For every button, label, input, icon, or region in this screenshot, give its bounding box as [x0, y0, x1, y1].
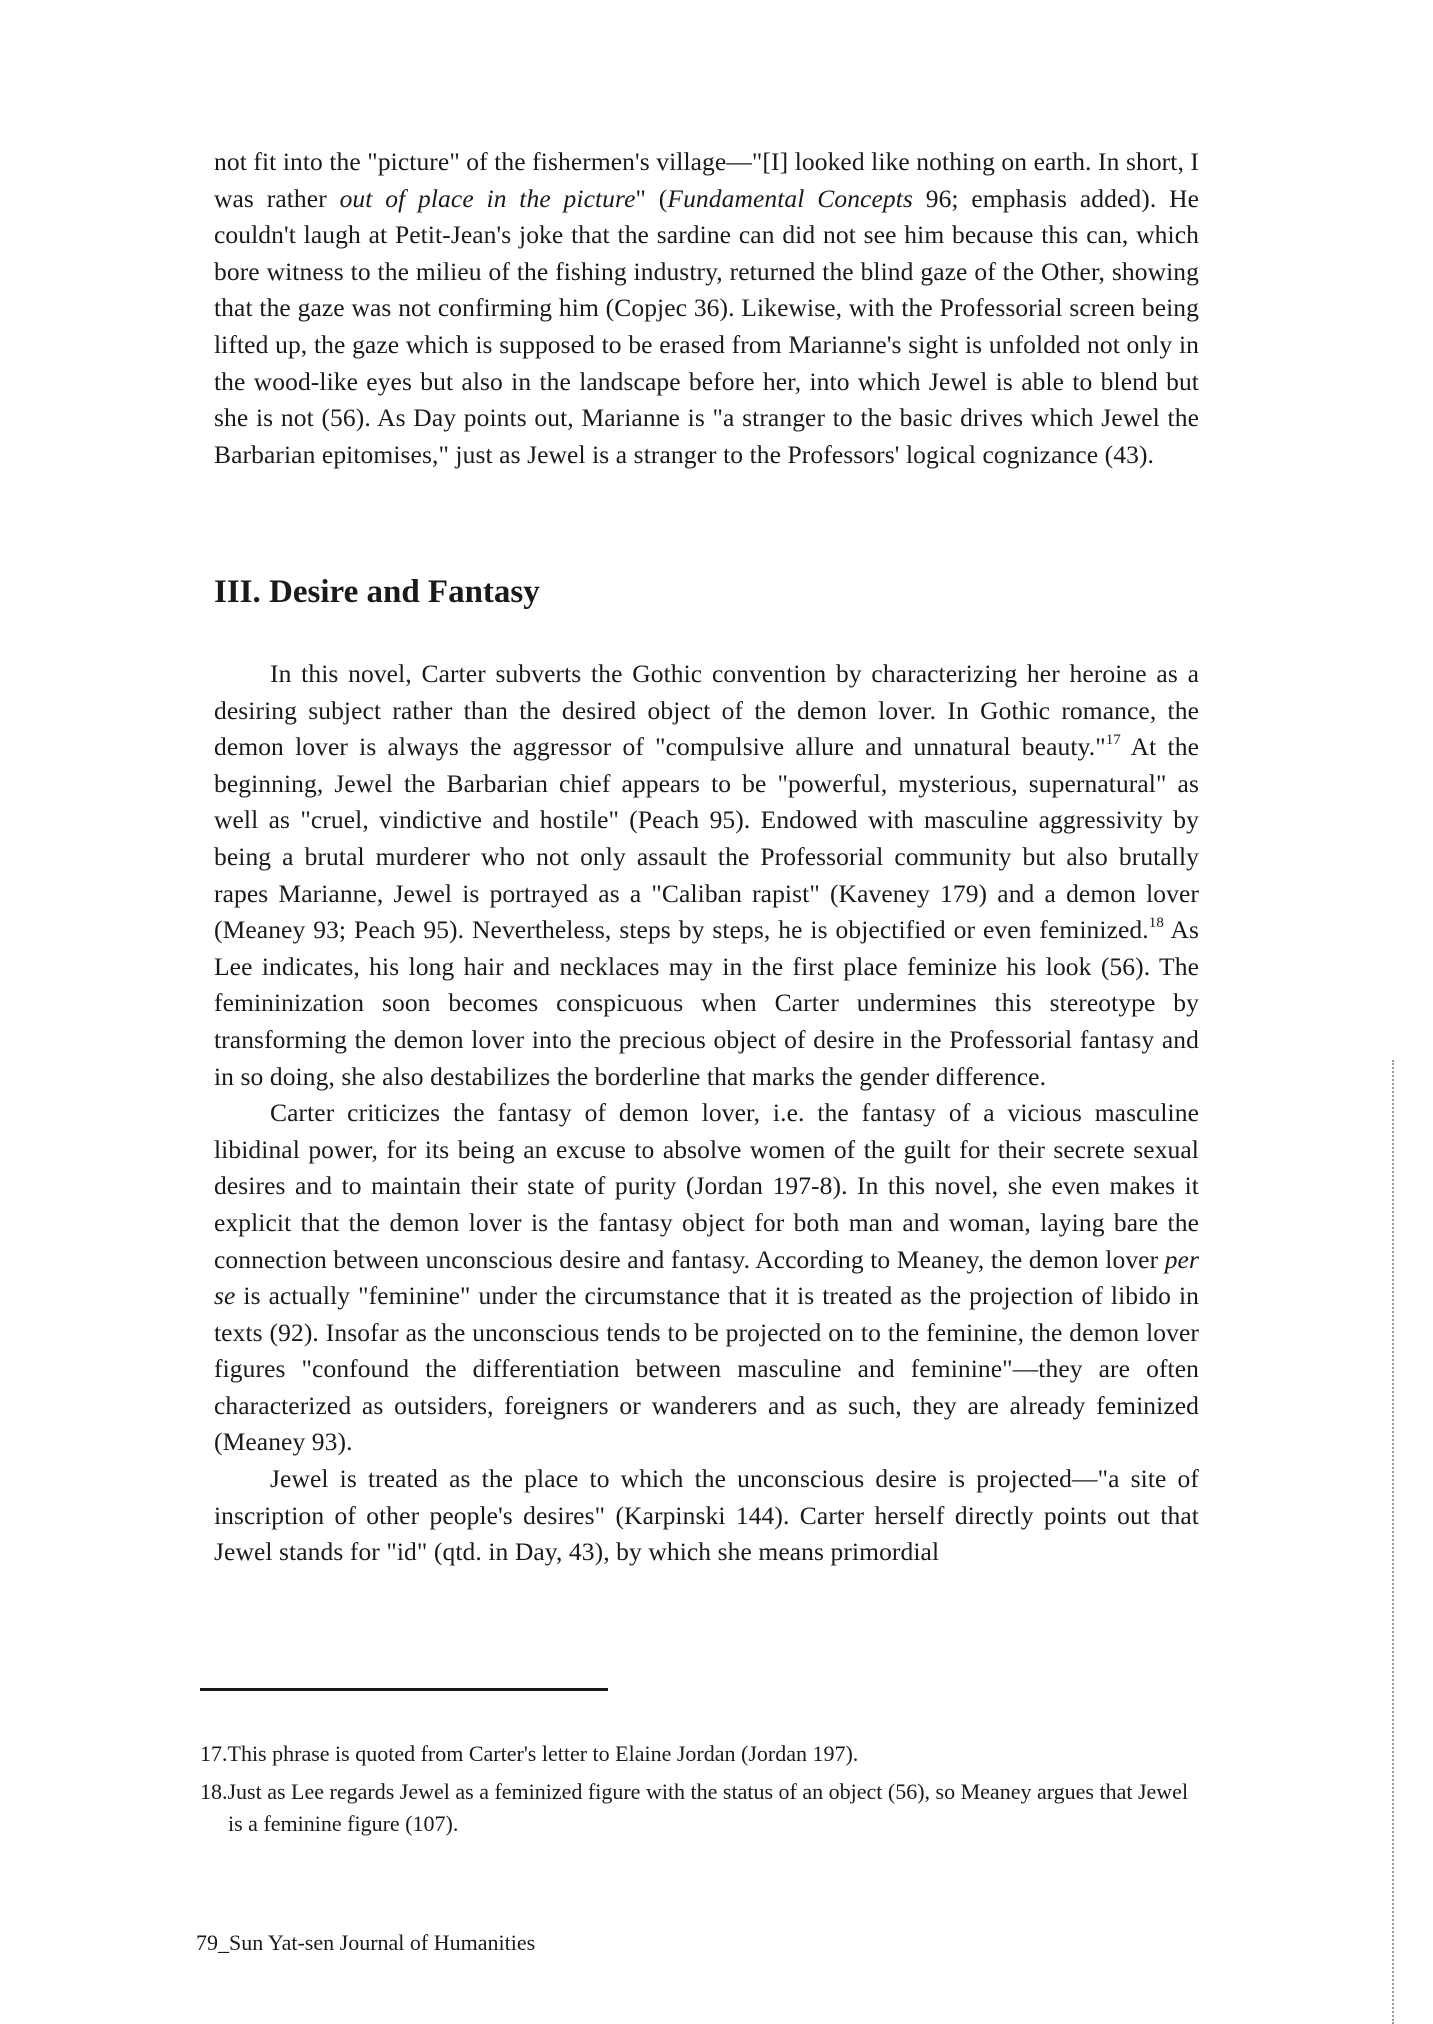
body-text-top: [214, 144, 1199, 473]
footnote-17: 17.This phrase is quoted from Carter's letter to Elaine Jordan (Jordan 197).: [200, 1741, 859, 1766]
body-text-section: [214, 656, 1199, 1571]
paragraph: [214, 656, 1199, 1095]
emphasis-text: per se: [214, 1244, 1199, 1311]
paragraph: Jewel is treated as the place to which the unconscious desire is projected—"a site of inscription of other people's desires" (Karpinski 144). Carter herself directly points out that Jewel stands for "id" (qtd. in Day, 43), by which she means primordial: [214, 1464, 1199, 1567]
text-run: Carter criticizes the fantasy of demon lover, i.e. the fantasy of a vicious masculine libidinal power, for its being an excuse to absolve women of the guilt for their secrete sexual desires and to maintain their state of purity (Jordan 197-8). In this novel, she even makes it explicit that the demon lover is the fantasy object for both man and woman, laying bare the connection between unconscious desire and fantasy. According to Meaney, the demon lover: [214, 1098, 1199, 1274]
text-run: 96; emphasis added). He couldn't laugh at Petit-Jean's joke that the sardine can did not see him because this can, which bore witness to the milieu of the fishing industry, returned the blind gaze of the Other, showing that the gaze was not confirming him (Copjec 36). Likewise, with the Professorial screen being lifted up, the gaze which is supposed to be erased from Marianne's sight is unfolded not only in the wood-like eyes but also in the landscape before her, into which Jewel is able to blend but she is not (56). As Day points out, Marianne is "a stranger to the basic drives which Jewel the Barbarian epitomises," just as Jewel is a stranger to the Professors' logical cognizance (43).: [214, 183, 1199, 469]
footnote-marker: 18: [1148, 915, 1164, 932]
book-title: Fundamental Concepts: [667, 183, 913, 213]
footnote-divider: [200, 1688, 608, 1691]
text-run: " (: [635, 183, 668, 213]
scan-binding-edge: [1392, 1060, 1396, 2024]
text-run: not fit into the "picture" of the fishermen's village—"[I] looked like nothing on earth. In short, I was rather: [214, 147, 1199, 213]
paragraph: [214, 144, 1199, 473]
paragraph: [214, 1095, 1199, 1461]
text-run: In this novel, Carter subverts the Gothic convention by characterizing her heroine as a desiring subject rather than the desired object of the demon lover. In Gothic romance, the demon lover is always the aggressor of "compulsive allure and unnatural beauty.": [214, 659, 1199, 762]
emphasis-text: out of place in the picture: [339, 183, 636, 213]
text-run: At the beginning, Jewel the Barbarian chief appears to be "powerful, mysterious, supernatural" as well as "cruel, vindictive and hostile" (Peach 95). Endowed with masculine aggressivity by being a brutal murderer who not only assault the Professorial community but also brutally rapes Marianne, Jewel is portrayed as a "Caliban rapist" (Kaveney 179) and a demon lover (Meaney 93; Peach 95). Nevertheless, steps by steps, he is objectified or even feminized.: [214, 732, 1199, 945]
text-run: As Lee indicates, his long hair and necklaces may in the first place feminize his look (56). The femininization soon becomes conspicuous when Carter undermines this stereotype by transforming the demon lover into the precious object of desire in the Professorial fantasy and in so doing, she also destabilizes the borderline that marks the gender difference.: [214, 915, 1200, 1091]
section-heading: III. Desire and Fantasy: [214, 574, 540, 610]
footnote-marker: 17: [1105, 732, 1121, 749]
page-footer: 79_Sun Yat-sen Journal of Humanities: [196, 1930, 536, 1955]
footnotes: [200, 1738, 1200, 1846]
footnote-18: 18.Just as Lee regards Jewel as a feminized figure with the status of an object (56), so Meaney argues that Jewel is a feminine figure (107).: [200, 1779, 1189, 1836]
text-run: is actually "feminine" under the circumstance that it is treated as the projection of libido in texts (92). Insofar as the unconscious tends to be projected on to the feminine, the demon lover figures "confound the differentiation between masculine and feminine"—they are often characterized as outsiders, foreigners or wanderers and as such, they are already feminized (Meaney 93).: [214, 1281, 1199, 1457]
